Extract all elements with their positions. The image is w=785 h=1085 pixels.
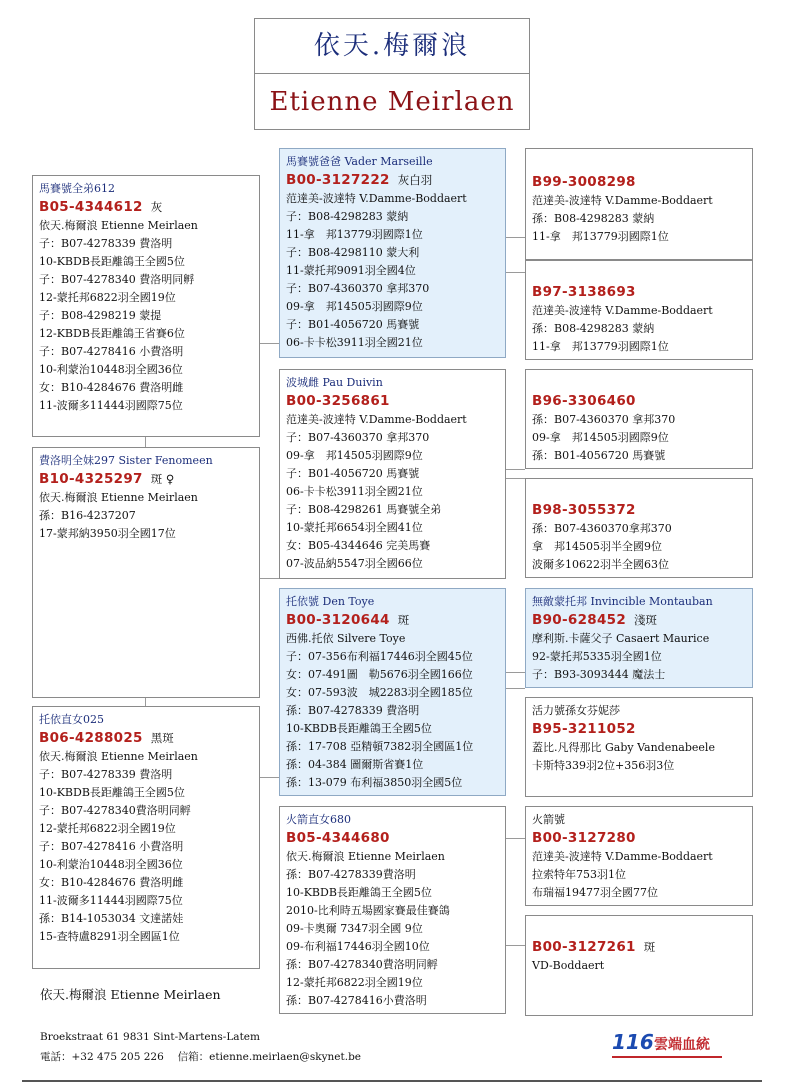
subject-color: 灰 <box>150 200 163 214</box>
ancestor-card-4 <box>525 478 753 578</box>
ancestor-line: 蓋比.凡得那比 Gaby Vandenabeele <box>532 741 715 754</box>
ancestor-header: 活力號孫女芬妮莎 <box>532 704 620 717</box>
sire-line: 范達美-波達特 V.Damme-Boddaert <box>286 192 467 205</box>
sire-card <box>279 148 506 358</box>
sire-line: 子：B08-4298110 蒙大利 <box>286 246 420 259</box>
ancestor-line: 孫：B01-4056720 馬賽號 <box>532 449 666 462</box>
sire-dam-line: 10-蒙托邦6654羽全國41位 <box>286 521 423 534</box>
dam-dam-line: 依天.梅爾浪 Etienne Meirlaen <box>286 850 445 863</box>
dam-ring: B10-4325297 斑 ♀ <box>39 471 175 487</box>
ancestor-color: 淺斑 <box>634 613 658 627</box>
dam-dam-ring: B05-4344680 <box>286 830 390 846</box>
sire-line: 11-拿 邦13779羽國際1位 <box>286 228 423 241</box>
sire-dam-line: 子：B07-4360370 拿邦370 <box>286 431 430 444</box>
sire-dam-header: 波城雌 Pau Duivin <box>286 376 383 389</box>
subject-line: 11-波爾多11444羽國際75位 <box>39 399 183 412</box>
sire-line: 11-蒙托邦9091羽全國4位 <box>286 264 416 277</box>
ancestor-line: 布瑞福19477羽全國77位 <box>532 886 658 899</box>
dam-sire-line: 女：07-491圖 勒5676羽全國166位 <box>286 668 473 681</box>
connector <box>505 672 525 673</box>
ancestor-line: 孫：B07-4360370 拿邦370 <box>532 413 676 426</box>
sire-dam-line: 范達美-波達特 V.Damme-Boddaert <box>286 413 467 426</box>
ancestor-line: 09-拿 邦14505羽國際9位 <box>532 431 669 444</box>
sire-line: 06-卡卡松3911羽全國21位 <box>286 336 423 349</box>
ancestor-card-1 <box>525 148 753 260</box>
sire-line: 子：B01-4056720 馬賽號 <box>286 318 420 331</box>
dam-sire-color: 斑 <box>397 613 410 627</box>
subject-line: 依天.梅爾浪 Etienne Meirlaen <box>39 219 198 232</box>
logo-number: 116 <box>612 1030 654 1054</box>
sire-color: 灰白羽 <box>397 173 433 187</box>
ancestor-ring: B96-3306460 <box>532 393 636 409</box>
grandsire2-line: 女：B10-4284676 費洛明雌 <box>39 876 184 889</box>
ancestor-line: 范達美-波達特 V.Damme-Boddaert <box>532 304 713 317</box>
owner-contact: 電話：+32 475 205 226 信箱：etienne.meirlaen@skynet.be <box>40 1051 362 1063</box>
brand-logo <box>612 1030 732 1060</box>
connector <box>505 838 525 839</box>
title-chinese: 依天.梅爾浪 <box>255 19 529 74</box>
ancestor-ring: B90-628452 淺斑 <box>532 612 658 628</box>
connector <box>259 777 279 778</box>
dam-sire-line: 孫：B07-4278339 費洛明 <box>286 704 420 717</box>
ancestor-card-7 <box>525 806 753 906</box>
grandsire2-line: 15-查特盧8291羽全國區1位 <box>39 930 180 943</box>
grandsire2-color: 黑斑 <box>150 731 174 745</box>
sire-dam-line: 子：B08-4298261 馬賽號全弟 <box>286 503 442 516</box>
connector <box>505 478 525 479</box>
dam-dam-line: 2010-比利時五場國家賽最佳賽鴿 <box>286 904 450 917</box>
dam-sire-line: 女：07-593波 城2283羽全國185位 <box>286 686 473 699</box>
dam-dam-card <box>279 806 506 1014</box>
ancestor-color: 斑 <box>643 940 656 954</box>
ancestor-line: 拉索特年753羽1位 <box>532 868 626 881</box>
title-latin: Etienne Meirlaen <box>269 87 515 117</box>
sire-dam-ring: B00-3256861 <box>286 393 390 409</box>
ancestor-card-3 <box>525 369 753 469</box>
title-box <box>254 18 530 130</box>
dam-dam-line: 孫：B07-4278340費洛明同孵 <box>286 958 438 971</box>
dam-dam-line: 12-蒙托邦6822羽全國19位 <box>286 976 423 989</box>
dam-header: 費洛明全妹297 Sister Fenomeen <box>39 454 213 467</box>
dam-sire-ring: B00-3120644 斑 <box>286 612 410 628</box>
ancestor-line: 孫：B08-4298283 蒙納 <box>532 322 655 335</box>
grandsire2-header: 托依直女025 <box>39 713 104 726</box>
dam-sire-header: 托依號 Den Toye <box>286 595 375 608</box>
subject-line: 12-KBDB長距離鴿王省賽6位 <box>39 327 185 340</box>
grandsire2-line: 孫：B14-1053034 文達諾娃 <box>39 912 184 925</box>
grandsire2-card <box>32 706 260 969</box>
sire-dam-line: 女：B05-4344646 完美馬賽 <box>286 539 431 552</box>
connector <box>505 945 525 946</box>
dam-dam-line: 09-布利福17446羽全國10位 <box>286 940 430 953</box>
bottom-rule <box>22 1080 762 1082</box>
dam-line: 孫：B16-4237207 <box>39 509 136 522</box>
subject-line: 子：B07-4278339 費洛明 <box>39 237 173 250</box>
sire-line: 子：B07-4360370 拿邦370 <box>286 282 430 295</box>
subject-line: 12-蒙托邦6822羽全國19位 <box>39 291 176 304</box>
subject-line: 子：B07-4278340 費洛明同孵 <box>39 273 195 286</box>
ancestor-line: VD-Boddaert <box>532 959 605 972</box>
sire-dam-line: 07-波品納5547羽全國66位 <box>286 557 423 570</box>
ancestor-ring: B00-3127280 <box>532 830 636 846</box>
dam-sire-line: 孫：04-384 圖爾斯省賽1位 <box>286 758 424 771</box>
grandsire2-line: 12-蒙托邦6822羽全國19位 <box>39 822 176 835</box>
subject-header: 馬賽號全弟612 <box>39 182 115 195</box>
ancestor-line: 范達美-波達特 V.Damme-Boddaert <box>532 194 713 207</box>
grandsire2-line: 依天.梅爾浪 Etienne Meirlaen <box>39 750 198 763</box>
connector <box>505 237 525 238</box>
sire-dam-line: 09-拿 邦14505羽國際9位 <box>286 449 423 462</box>
connector <box>505 688 525 689</box>
ancestor-card-5 <box>525 588 753 688</box>
connector <box>259 578 279 579</box>
ancestor-ring: B97-3138693 <box>532 284 636 300</box>
dam-dam-line: 09-卡奧爾 7347羽全國 9位 <box>286 922 423 935</box>
dam-sire-line: 西佛.托依 Silvere Toye <box>286 632 406 645</box>
ancestor-line: 摩利斯.卡薩父子 Casaert Maurice <box>532 632 710 645</box>
ancestor-line: 拿 邦14505羽半全國9位 <box>532 540 662 553</box>
sire-header: 馬賽號爸爸 Vader Marseille <box>286 155 433 168</box>
dam-line: 17-蒙邦納3950羽全國17位 <box>39 527 176 540</box>
ancestor-ring: B00-3127261 斑 <box>532 939 656 955</box>
subject-line: 10-KBDB長距離鴿王全國5位 <box>39 255 185 268</box>
sire-line: 09-拿 邦14505羽國際9位 <box>286 300 423 313</box>
grandsire2-line: 子：B07-4278339 費洛明 <box>39 768 173 781</box>
dam-sire-card <box>279 588 506 796</box>
sire-dam-card <box>279 369 506 579</box>
dam-dam-line: 孫：B07-4278339費洛明 <box>286 868 416 881</box>
dam-sire-line: 孫：17-708 亞精頓7382羽全國區1位 <box>286 740 474 753</box>
ancestor-header: 無敵蒙托邦 Invincible Montauban <box>532 595 713 608</box>
connector <box>505 469 525 470</box>
ancestor-card-6 <box>525 697 753 797</box>
sire-line: 子：B08-4298283 蒙納 <box>286 210 409 223</box>
ancestor-line: 范達美-波達特 V.Damme-Boddaert <box>532 850 713 863</box>
ancestor-line: 卡斯特339羽2位+356羽3位 <box>532 759 675 772</box>
grandsire2-ring: B06-4288025 黑斑 <box>39 730 174 746</box>
logo-underline <box>612 1056 722 1058</box>
grandsire2-line: 子：B07-4278340費洛明同孵 <box>39 804 191 817</box>
dam-dam-line: 10-KBDB長距離鴿王全國5位 <box>286 886 432 899</box>
ancestor-line: 孫：B07-4360370拿邦370 <box>532 522 672 535</box>
ancestor-line: 波爾多10622羽半全國63位 <box>532 558 669 571</box>
subject-line: 女：B10-4284676 費洛明雌 <box>39 381 184 394</box>
dam-color: 斑 ♀ <box>150 472 175 486</box>
ancestor-ring: B95-3211052 <box>532 721 636 737</box>
grandsire2-line: 10-KBDB長距離鴿王全國5位 <box>39 786 185 799</box>
connector <box>505 272 525 273</box>
dam-card <box>32 447 260 698</box>
connector <box>259 343 279 344</box>
logo-text: 雲端血統 <box>654 1037 710 1053</box>
subject-ring: B05-4344612 灰 <box>39 199 163 215</box>
dam-sire-line: 子：07-356布利福17446羽全國45位 <box>286 650 473 663</box>
ancestor-line: 子：B93-3093444 魔法士 <box>532 668 666 681</box>
ancestor-line: 92-蒙托邦5335羽全國1位 <box>532 650 662 663</box>
subject-card <box>32 175 260 437</box>
grandsire2-line: 子：B07-4278416 小費洛明 <box>39 840 184 853</box>
sire-ring: B00-3127222 灰白羽 <box>286 172 433 188</box>
subject-line: 子：B07-4278416 小費洛明 <box>39 345 184 358</box>
ancestor-line: 11-拿 邦13779羽國際1位 <box>532 340 669 353</box>
dam-line: 依天.梅爾浪 Etienne Meirlaen <box>39 491 198 504</box>
subject-line: 子：B08-4298219 蒙提 <box>39 309 162 322</box>
dam-dam-header: 火箭直女680 <box>286 813 351 826</box>
dam-sire-line: 10-KBDB長距離鴿王全國5位 <box>286 722 432 735</box>
ancestor-ring: B98-3055372 <box>532 502 636 518</box>
sire-dam-line: 06-卡卡松3911羽全國21位 <box>286 485 423 498</box>
ancestor-card-2 <box>525 260 753 360</box>
sire-dam-line: 子：B01-4056720 馬賽號 <box>286 467 420 480</box>
grandsire2-line: 11-波爾多11444羽國際75位 <box>39 894 183 907</box>
subject-line: 10-利蒙治10448羽全國36位 <box>39 363 183 376</box>
ancestor-line: 孫：B08-4298283 蒙納 <box>532 212 655 225</box>
dam-dam-line: 孫：B07-4278416小費洛明 <box>286 994 427 1007</box>
ancestor-ring: B99-3008298 <box>532 174 636 190</box>
grandsire2-line: 10-利蒙治10448羽全國36位 <box>39 858 183 871</box>
dam-sire-line: 孫：13-079 布利福3850羽全國5位 <box>286 776 463 789</box>
ancestor-card-8 <box>525 915 753 1016</box>
ancestor-header: 火箭號 <box>532 813 565 826</box>
owner-name: 依天.梅爾浪 Etienne Meirlaen <box>40 987 221 1002</box>
owner-address: Broekstraat 61 9831 Sint-Martens-Latem <box>40 1031 260 1043</box>
ancestor-line: 11-拿 邦13779羽國際1位 <box>532 230 669 243</box>
